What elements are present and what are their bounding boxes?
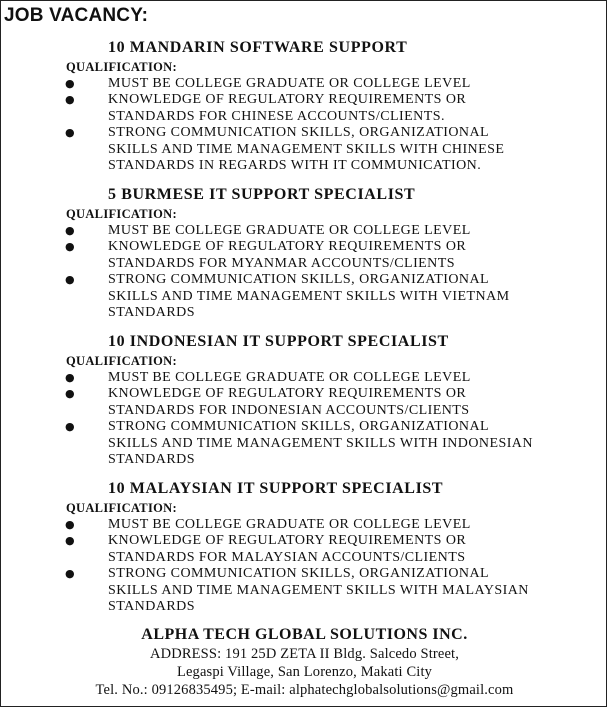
qualification-text: MUST BE COLLEGE GRADUATE OR COLLEGE LEVEL (108, 370, 471, 385)
qualification-label: QUALIFICATION: (66, 207, 177, 221)
job-title: 10 MANDARIN SOFTWARE SUPPORT (108, 39, 408, 56)
qualification-text: STANDARDS IN REGARDS WITH IT COMMUNICATION. (108, 158, 482, 174)
qualification-list (1, 517, 608, 615)
qualification-item-line (1, 583, 608, 599)
bullet-icon: ● (65, 93, 76, 107)
qualification-item-line (1, 533, 608, 549)
qualification-item-line (1, 386, 608, 402)
qualification-text: KNOWLEDGE OF REGULATORY REQUIREMENTS OR (108, 386, 467, 402)
bullet-icon: ● (65, 567, 76, 581)
qualification-item-line (1, 92, 608, 108)
qualification-label: QUALIFICATION: (66, 60, 177, 74)
company-footer (1, 625, 608, 699)
address-line-2: Legaspi Village, San Lorenzo, Makati City (176, 664, 433, 680)
bullet-icon: ● (65, 273, 76, 287)
qualification-label: QUALIFICATION: (66, 501, 177, 515)
bullet-icon: ● (65, 240, 76, 254)
job-title: 10 INDONESIAN IT SUPPORT SPECIALIST (108, 333, 449, 350)
qualification-item-line (1, 223, 608, 239)
qualification-text: STANDARDS FOR INDONESIAN ACCOUNTS/CLIENTS (108, 402, 470, 418)
qualification-text: MUST BE COLLEGE GRADUATE OR COLLEGE LEVEL (108, 223, 471, 238)
qualification-item-line (1, 566, 608, 582)
qualification-list (1, 370, 608, 468)
qualification-item-line (1, 517, 608, 533)
qualification-text: SKILLS AND TIME MANAGEMENT SKILLS WITH MALAYSIAN (108, 582, 529, 598)
qualification-text: MUST BE COLLEGE GRADUATE OR COLLEGE LEVEL (108, 76, 471, 91)
qualification-item-line (1, 305, 608, 321)
qualification-list (1, 223, 608, 321)
bullet-icon: ● (65, 387, 76, 401)
qualification-text: STANDARDS (108, 452, 195, 468)
qualification-item-line (1, 272, 608, 288)
qualification-text: STRONG COMMUNICATION SKILLS, ORGANIZATIONAL (108, 125, 490, 141)
qualification-text: KNOWLEDGE OF REGULATORY REQUIREMENTS OR (108, 533, 467, 549)
job-title: 10 MALAYSIAN IT SUPPORT SPECIALIST (108, 480, 444, 497)
bullet-icon: ● (65, 534, 76, 548)
company-name: ALPHA TECH GLOBAL SOLUTIONS INC. (141, 626, 468, 643)
job-title: 5 BURMESE IT SUPPORT SPECIALIST (108, 186, 416, 203)
bullet-icon: ● (65, 371, 76, 384)
bullet-icon: ● (65, 126, 76, 140)
bullet-icon: ● (65, 420, 76, 434)
address-line-1: ADDRESS: 191 25D ZETA II Bldg. Salcedo Street, (149, 646, 459, 662)
qualification-item-line (1, 419, 608, 435)
qualification-text: SKILLS AND TIME MANAGEMENT SKILLS WITH CHINESE (108, 141, 505, 157)
qualification-text: STANDARDS (108, 305, 195, 321)
bullet-icon: ● (65, 77, 76, 90)
qualification-item-line (1, 125, 608, 141)
qualification-item-line (1, 109, 608, 125)
qualification-text: STRONG COMMUNICATION SKILLS, ORGANIZATIONAL (108, 419, 490, 435)
qualification-text: STRONG COMMUNICATION SKILLS, ORGANIZATIONAL (108, 272, 490, 288)
qualification-text: KNOWLEDGE OF REGULATORY REQUIREMENTS OR (108, 92, 467, 108)
contact-line: Tel. No.: 09126835495; E-mail: alphatechglobalsolutions@gmail.com (95, 682, 514, 698)
qualification-item-line (1, 76, 608, 92)
qualification-item-line (1, 239, 608, 255)
qualification-text: STANDARDS FOR MYANMAR ACCOUNTS/CLIENTS (108, 255, 455, 271)
qualification-label: QUALIFICATION: (66, 354, 177, 368)
qualification-item-line (1, 599, 608, 615)
qualification-item-line (1, 142, 608, 158)
qualification-item-line (1, 256, 608, 272)
qualification-item-line (1, 452, 608, 468)
qualification-text: STANDARDS FOR CHINESE ACCOUNTS/CLIENTS. (108, 108, 445, 124)
qualification-item-line (1, 550, 608, 566)
qualification-item-line (1, 158, 608, 174)
qualification-text: MUST BE COLLEGE GRADUATE OR COLLEGE LEVEL (108, 517, 471, 532)
qualification-text: STRONG COMMUNICATION SKILLS, ORGANIZATIONAL (108, 566, 490, 582)
bullet-icon: ● (65, 224, 76, 237)
qualification-list (1, 76, 608, 174)
qualification-item-line (1, 403, 608, 419)
qualification-item-line (1, 289, 608, 305)
bullet-icon: ● (65, 518, 76, 531)
qualification-text: STANDARDS (108, 599, 195, 615)
qualification-text: STANDARDS FOR MALAYSIAN ACCOUNTS/CLIENTS (108, 549, 466, 565)
page-heading: JOB VACANCY: (4, 5, 149, 26)
qualification-text: SKILLS AND TIME MANAGEMENT SKILLS WITH INDONESIAN (108, 435, 533, 451)
qualification-text: SKILLS AND TIME MANAGEMENT SKILLS WITH VIETNAM (108, 288, 510, 304)
qualification-text: KNOWLEDGE OF REGULATORY REQUIREMENTS OR (108, 239, 467, 255)
qualification-item-line (1, 436, 608, 452)
qualification-item-line (1, 370, 608, 386)
